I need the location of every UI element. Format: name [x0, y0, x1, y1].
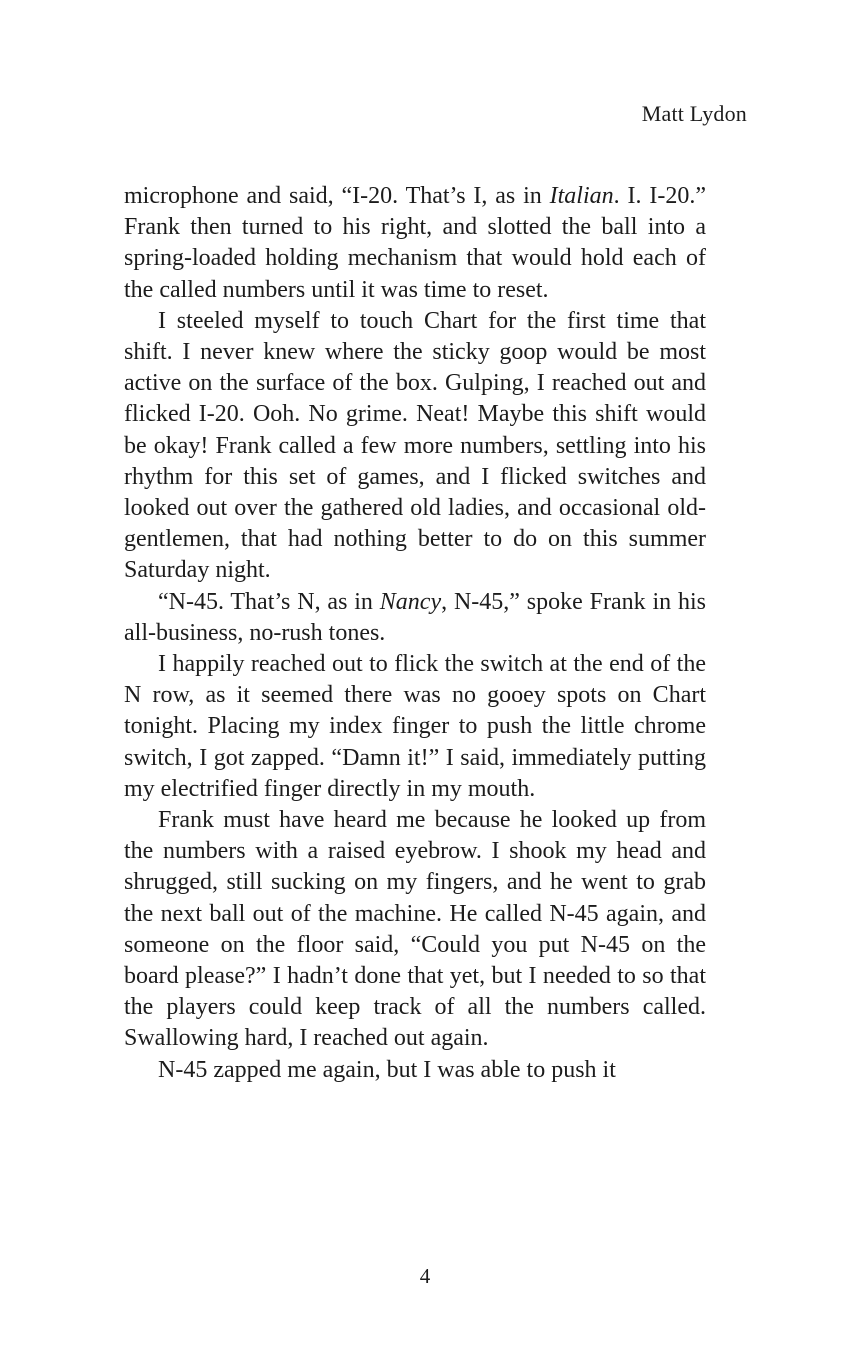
- paragraph-6-text: N-45 zapped me again, but I was able to push it: [158, 1056, 616, 1083]
- paragraph-1-text: microphone and said, “I-20. That’s I, as in: [124, 183, 550, 209]
- running-head-author: Matt Lydon: [641, 101, 747, 126]
- paragraph-5: [124, 805, 706, 1055]
- paragraph-4-text: I happily reached out to flick the switch at the end of the N row, as it seemed there was no gooey spots on Chart tonight. Placing my index finger to push the little chrome switch, I got zapped. “Damn it!” I said, immediately putting my electrified finger directly in my mouth.: [124, 651, 706, 802]
- paragraph-3: [124, 587, 706, 649]
- page-number: 4: [419, 1264, 431, 1288]
- body-text: [124, 181, 706, 1086]
- paragraph-5-text: Frank must have heard me because he looked up from the numbers with a raised eyebrow. I shook my head and shrugged, still sucking on my fingers, and he went to grab the next ball out of the machine. He called N-45 again, and someone on the floor said, “Could you put N-45 on the board please?” I hadn’t done that yet, but I needed to so that the players could keep track of all the numbers called. Swallowing hard, I reached out again.: [124, 807, 706, 1052]
- paragraph-1-text-end: . I. I-20.” Frank then turned to his right, and slotted the ball into a spring-loaded holding mechanism that would hold each of the called numbers until it was time to reset.: [124, 183, 706, 303]
- paragraph-3-italic: Nancy: [379, 588, 442, 615]
- paragraph-1: [124, 181, 706, 306]
- paragraph-1-italic: Italian: [549, 183, 614, 209]
- paragraph-4: [124, 649, 706, 805]
- paragraph-6: [124, 1055, 706, 1086]
- paragraph-3-text: “N-45. That’s N, as in: [158, 588, 380, 615]
- paragraph-2: [124, 306, 706, 587]
- paragraph-3-text-end: , N-45,” spoke Frank in his all-business, no-rush tones.: [124, 588, 706, 646]
- paragraph-2-text: I steeled myself to touch Chart for the first time that shift. I never knew where the sticky goop would be most active on the surface of the box. Gulping, I reached out and flicked I-20. Ooh. No grime. Neat! Maybe this shift would be okay! Frank called a few more numbers, settling into his rhythm for this set of games, and I flicked switches and looked out over the gathered old ladies, and occasional old-gentlemen, that had nothing better to do on this summer Saturday night.: [124, 307, 706, 584]
